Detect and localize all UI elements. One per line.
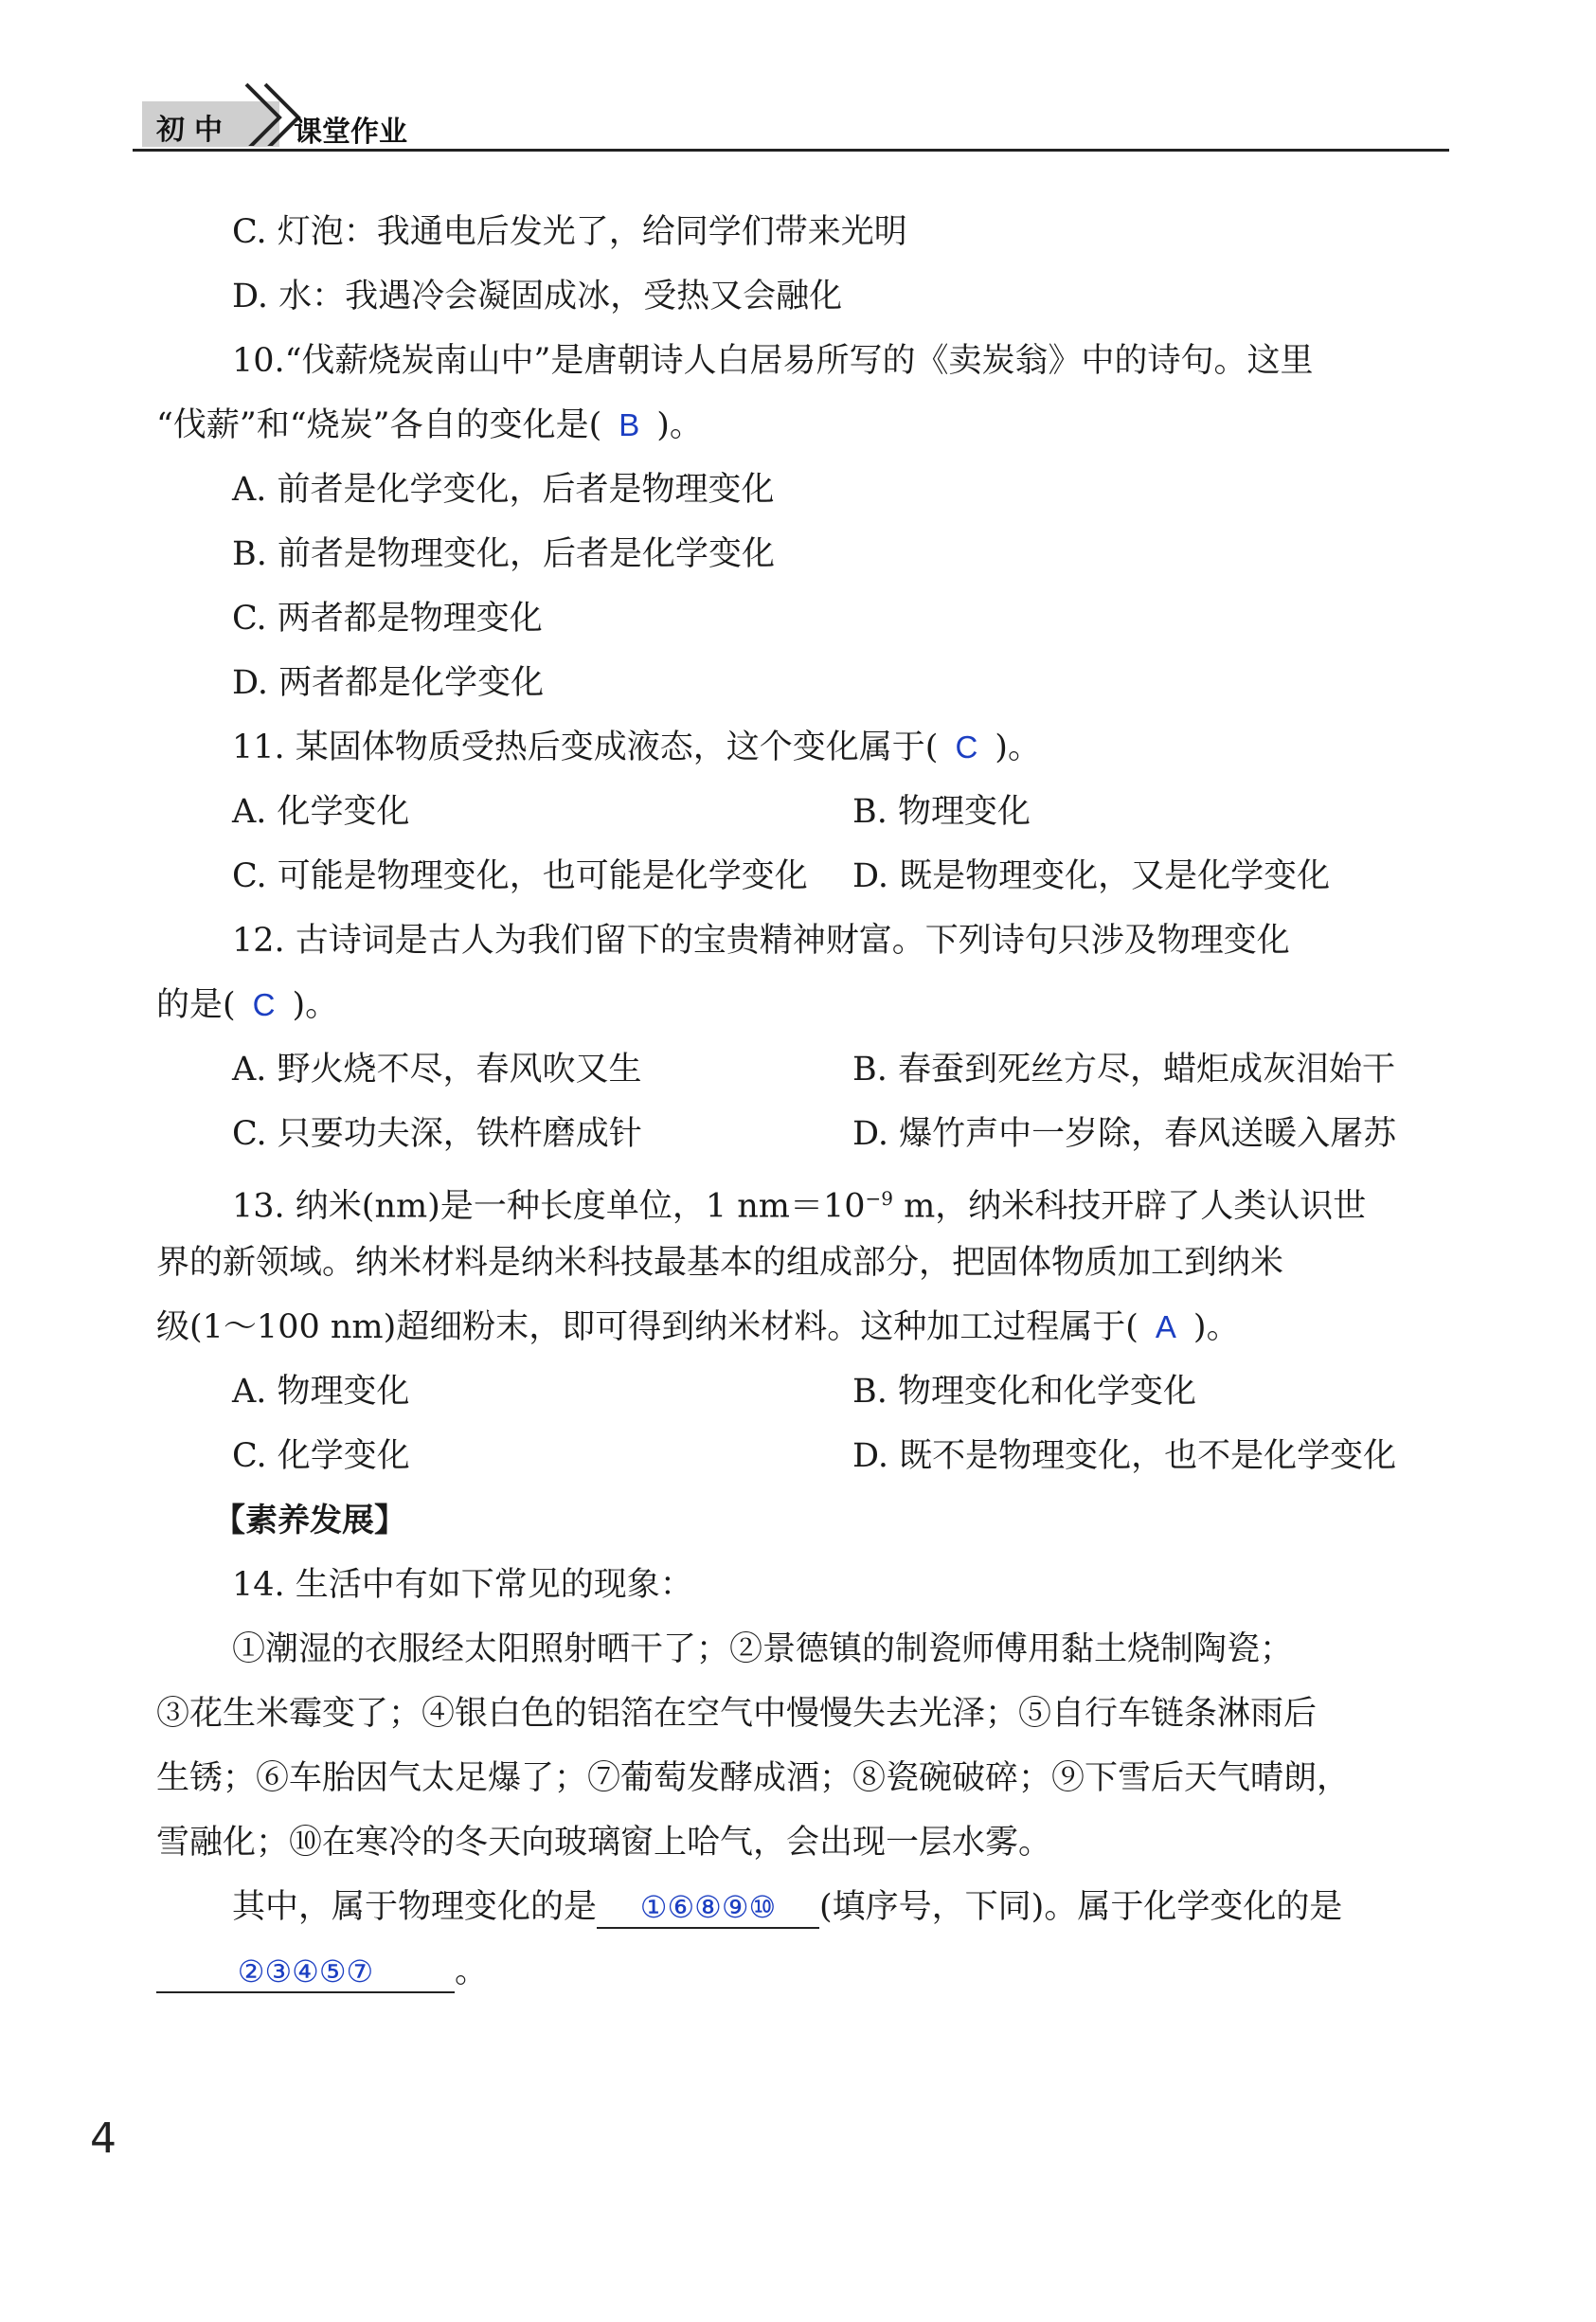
section-heading: 【素养发展】 [213, 1502, 406, 1539]
option-11b: B. 物理变化 [852, 793, 1031, 831]
options-12-row2 [156, 1105, 1454, 1169]
question-14-line7 [156, 1942, 1454, 2007]
question-14-line1: 14. 生活中有如下常见的现象： [232, 1566, 693, 1604]
question-11-end: )。 [995, 729, 1041, 766]
question-11 [156, 718, 1454, 783]
question-10-end: )。 [656, 406, 703, 444]
option-13b: B. 物理变化和化学变化 [852, 1373, 1196, 1411]
question-14-end: 。 [455, 1953, 489, 1990]
question-13-line2: 界的新领域。纳米材料是纳米科技最基本的组成部分，把固体物质加工到纳米 [156, 1244, 1284, 1282]
question-11-text: 11. 某固体物质受热后变成液态，这个变化属于( [232, 729, 939, 766]
question-13-text-a: 13. 纳米(nm)是一种长度单位，1 nm＝10 [232, 1187, 866, 1226]
answer-12: C [252, 987, 276, 1022]
answer-13: A [1155, 1309, 1176, 1344]
page-header [133, 59, 1449, 153]
question-13-text-b: m，纳米科技开辟了人类认识世 [892, 1187, 1367, 1226]
question-12-text: 的是( [156, 986, 236, 1024]
question-14-line4: 生锈；⑥车胎因气太足爆了；⑦葡萄发酵成酒；⑧瓷碗破碎；⑨下雪后天气晴朗， [156, 1759, 1351, 1797]
question-12-line1: 12. 古诗词是古人为我们留下的宝贵精神财富。下列诗句只涉及物理变化 [232, 922, 1290, 960]
exponent: −9 [865, 1187, 893, 1210]
options-12-row1 [156, 1040, 1454, 1105]
option-13c: C. 化学变化 [232, 1437, 410, 1475]
question-14-line2: ①潮湿的衣服经太阳照射晒干了；②景德镇的制瓷师傅用黏土烧制陶瓷； [232, 1630, 1294, 1668]
question-14-line3: ③花生米霉变了；④银白色的铝箔在空气中慢慢失去光泽；⑤自行车链条淋雨后 [156, 1695, 1318, 1733]
answer-14-chemical[interactable]: ②③④⑤⑦ [156, 1950, 455, 1993]
question-12-end: )。 [292, 986, 339, 1024]
options-11-row2 [156, 847, 1454, 911]
question-13-line1 [156, 1169, 1454, 1233]
option-12c: C. 只要功夫深，铁杵磨成针 [232, 1115, 642, 1153]
options-13-row2 [156, 1427, 1454, 1491]
option-9c: C. 灯泡：我通电后发光了，给同学们带来光明 [232, 213, 907, 251]
question-10-line2 [156, 396, 1454, 460]
page-number: 4 [90, 2115, 117, 2163]
option-10a: A. 前者是化学变化，后者是物理变化 [232, 471, 775, 509]
options-11-row1 [156, 783, 1454, 847]
question-13-line3 [156, 1298, 1454, 1362]
question-10-text: “伐薪”和“烧炭”各自的变化是( [156, 406, 602, 444]
option-10b: B. 前者是物理变化，后者是化学变化 [232, 535, 775, 573]
option-13d: D. 既不是物理变化，也不是化学变化 [852, 1437, 1397, 1475]
worksheet-content [156, 203, 1454, 2007]
option-12a: A. 野火烧不尽，春风吹又生 [232, 1051, 642, 1089]
header-tag: 初中 [156, 114, 232, 147]
option-11a: A. 化学变化 [232, 793, 410, 831]
option-10d: D. 两者都是化学变化 [232, 664, 545, 702]
question-14-text: 其中，属于物理变化的是 [232, 1888, 598, 1926]
question-10-line1: 10.“伐薪烧炭南山中”是唐朝诗人白居易所写的《卖炭翁》中的诗句。这里 [232, 342, 1314, 380]
question-14-text-b: (填序号，下同)。属于化学变化的是 [819, 1888, 1343, 1926]
option-10c: C. 两者都是物理变化 [232, 600, 543, 638]
answer-14-physical[interactable]: ①⑥⑧⑨⑩ [597, 1885, 819, 1929]
header-title: 课堂作业 [294, 116, 407, 149]
option-11c: C. 可能是物理变化，也可能是化学变化 [232, 857, 808, 895]
question-13-end: )。 [1193, 1308, 1240, 1346]
option-12b: B. 春蚕到死丝方尽，蜡炬成灰泪始干 [852, 1051, 1395, 1089]
option-13a: A. 物理变化 [232, 1373, 410, 1411]
question-14-line6 [156, 1878, 1454, 1942]
question-12-line2 [156, 976, 1454, 1040]
option-9d: D. 水：我遇冷会凝固成冰，受热又会融化 [232, 278, 843, 315]
question-13-text-c: 级(1～100 nm)超细粉末，即可得到纳米材料。这种加工过程属于( [156, 1308, 1139, 1346]
option-11d: D. 既是物理变化，又是化学变化 [852, 857, 1331, 895]
question-14-line5: 雪融化；⑩在寒冷的冬天向玻璃窗上哈气，会出现一层水雾。 [156, 1824, 1052, 1862]
option-12d: D. 爆竹声中一岁除，春风送暖入屠苏 [852, 1115, 1397, 1153]
options-13-row1 [156, 1362, 1454, 1427]
answer-10: B [619, 407, 640, 442]
header-rule [133, 149, 1449, 152]
answer-11: C [955, 729, 978, 765]
